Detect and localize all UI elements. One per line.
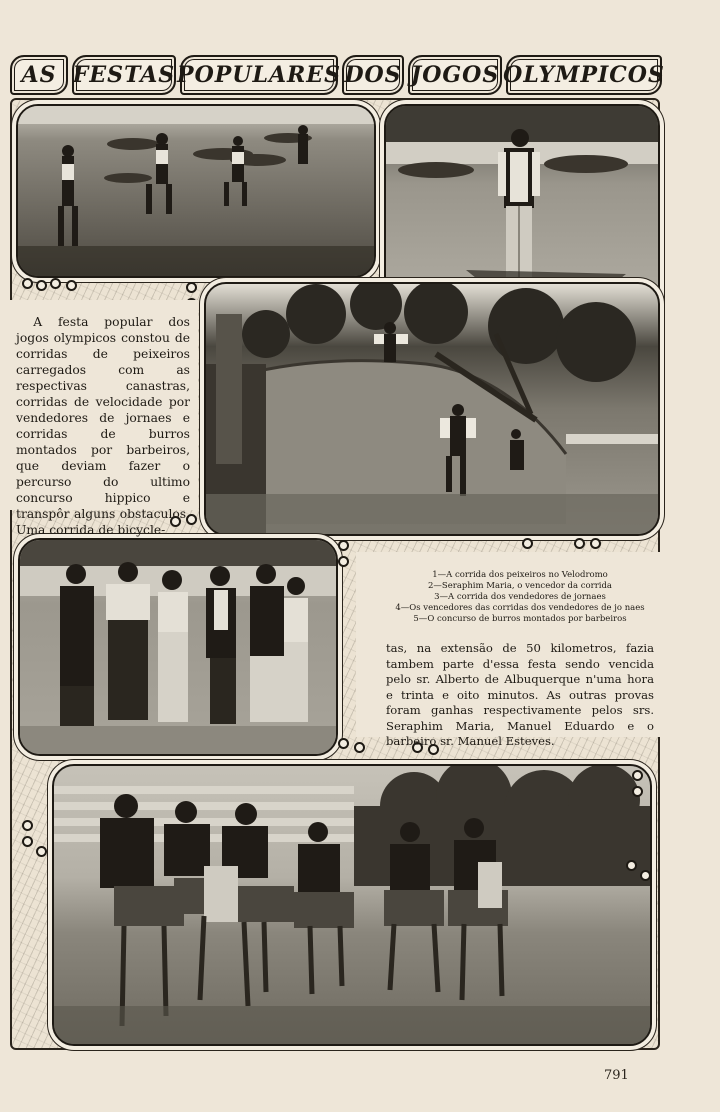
ornament-bead <box>632 770 643 781</box>
caption-list <box>386 570 654 625</box>
caption-item: 4—Os vencedores das corridas dos vendedores de jo naes <box>395 603 645 613</box>
ornament-bead <box>590 538 601 549</box>
ornament-bead <box>354 742 365 753</box>
ornament-bead <box>338 540 349 551</box>
photo-group-winners <box>18 538 338 756</box>
continuation-paragraph: tas, na extensão de 50 kilometros, fazia tambem parte d'essa festa sendo vencida pelo sr. Alberto de Albuquerque n'uma hora e trinta e oito minutos. As outras provas foram ganhas respectivamente pelos srs. Seraphim Maria, Manuel Eduardo e o barbeiro sr. Manuel Esteves. <box>386 641 654 748</box>
ornament-bead <box>632 786 643 797</box>
ornament-bead <box>626 860 637 871</box>
title-word-dos: DOS <box>342 55 404 95</box>
caption-item: 1—A corrida dos peixeiros no Velodromo <box>432 570 608 580</box>
title-word-olympicos: OLYMPICOS <box>506 55 662 95</box>
title-word-as: AS <box>10 55 68 95</box>
ornament-bead <box>186 282 197 293</box>
caption-item: 5—O concurso de burros montados por barbeiros <box>413 614 627 624</box>
photo-barbers-donkey-contest <box>52 764 652 1046</box>
ornament-bead <box>22 836 33 847</box>
title-word-populares: POPULARES <box>180 55 338 95</box>
title-word-jogos: JOGOS <box>408 55 502 95</box>
ornament-bead <box>22 278 33 289</box>
caption-item: 2—Seraphim Maria, o vencedor da corrida <box>427 581 612 591</box>
ornament-bead <box>640 870 651 881</box>
ornament-bead <box>522 538 533 549</box>
page-number: 791 <box>604 1068 629 1083</box>
title-banner <box>10 50 665 100</box>
ornament-bead <box>22 820 33 831</box>
ornament-bead <box>574 538 585 549</box>
ornament-bead <box>66 280 77 291</box>
ornament-bead <box>338 738 349 749</box>
ornament-bead <box>36 846 47 857</box>
ornament-bead <box>50 278 61 289</box>
ornament-bead <box>36 280 47 291</box>
caption-box <box>356 552 662 748</box>
title-word-festas: FESTAS <box>72 55 176 95</box>
photo-newspaper-sellers-race <box>204 282 660 536</box>
intro-paragraph: A festa popular dos jogos olympicos constou de corridas de peixeiros carregados com as respectivas canastras, corridas de velocidade por vendedores de jornaes e corridas de burros montados por barbeiros, que deviam fazer o percurso do ultimo concurso hippico e transpôr alguns obstaculos. Uma corrida de bicycle- <box>10 300 198 510</box>
photo-fish-sellers-race <box>16 104 376 278</box>
caption-item: 3—A corrida dos vendedores de jornaes <box>434 592 606 602</box>
ornament-bead <box>338 556 349 567</box>
